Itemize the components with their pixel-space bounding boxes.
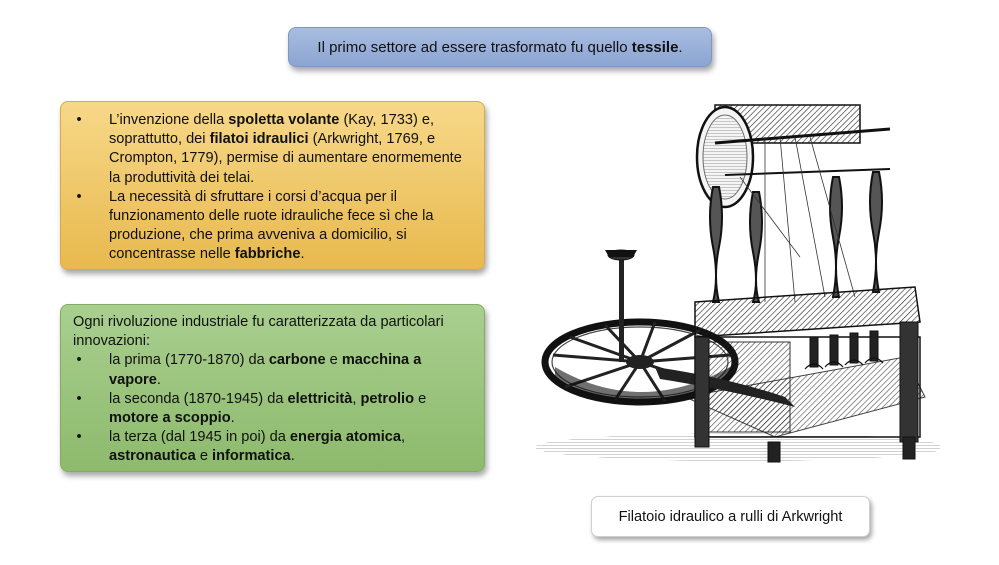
revolution-text-run: . [230, 410, 235, 427]
revolution-text-run: . [156, 371, 161, 388]
bullet-icon: • [76, 352, 82, 369]
title-bold: tessile [631, 38, 679, 56]
innovation-text-run: (Kay, 1733) e, soprattutto, dei [109, 112, 435, 148]
revolution-text [109, 391, 426, 426]
innovation-bold-term: spoletta volante [228, 112, 340, 128]
title-prefix: Il primo settore ad essere trasformato fu quello [317, 38, 632, 56]
innovation-text-run: L’invenzione della [109, 112, 229, 128]
revolution-text-run: e [195, 448, 213, 465]
bullet-icon: • [76, 390, 82, 407]
innovations-list [73, 111, 474, 265]
innovation-text-run: . [300, 246, 305, 263]
revolution-bold-term: elettricità [287, 390, 353, 407]
revolution-bold-term: carbone [268, 352, 326, 369]
revolution-bold-term: informatica [212, 448, 291, 465]
innovation-item [73, 188, 474, 265]
illustration-caption [591, 496, 870, 537]
revolution-bold-term: astronautica [109, 448, 196, 465]
innovation-item [73, 111, 474, 188]
innovation-text [109, 112, 462, 186]
bullet-icon: • [76, 188, 82, 205]
revolution-text-run: , [401, 429, 406, 446]
title-suffix: . [678, 38, 683, 56]
water-frame-illustration [525, 97, 940, 472]
revolution-text [109, 352, 421, 387]
innovation-bold-term: fabbriche [234, 246, 301, 263]
revolution-item [73, 428, 474, 466]
revolution-text-run: la terza (dal 1945 in poi) da [109, 429, 290, 446]
innovation-text-run: (Arkwright, 1769, e Crompton, 1779), permise di aumentare enormemente la produttività dei telai. [109, 131, 462, 186]
revolution-text-run: . [290, 448, 295, 465]
revolution-bold-term: motore a scoppio [109, 410, 231, 427]
bullet-icon: • [76, 429, 82, 446]
innovation-text-run: La necessità di sfruttare i corsi d’acqua per il funzionamento delle ruote idrauliche fece sì che la produzione, che prima avveniva a domicilio, si concentrasse nelle [109, 188, 434, 263]
revolution-bold-term: energia atomica [289, 429, 402, 446]
bullet-icon: • [76, 112, 82, 128]
innovation-text [109, 189, 434, 263]
revolutions-list [73, 351, 474, 466]
revolution-text-run: e [325, 352, 342, 369]
revolution-item [73, 351, 474, 389]
caption-text: Filatoio idraulico a rulli di Arkwright [618, 508, 843, 525]
title-box [288, 27, 712, 67]
innovations-box [60, 101, 485, 270]
revolution-bold-term: petrolio [360, 390, 415, 407]
revolution-text-run: , [352, 390, 361, 407]
revolution-text-run: e [414, 390, 427, 407]
innovation-bold-term: filatoi idraulici [209, 131, 309, 148]
vertical-shaft [605, 250, 637, 362]
revolution-item [73, 390, 474, 428]
revolutions-intro: Ogni rivoluzione industriale fu caratterizzata da particolari innovazioni: [73, 314, 444, 350]
revolution-text-run: la seconda (1870-1945) da [109, 390, 288, 407]
revolution-text [109, 429, 405, 464]
revolution-bold-term: macchina a vapore [109, 352, 422, 388]
title-text [317, 39, 682, 56]
revolutions-box [60, 304, 485, 472]
revolution-text-run: la prima (1770-1870) da [109, 352, 269, 369]
